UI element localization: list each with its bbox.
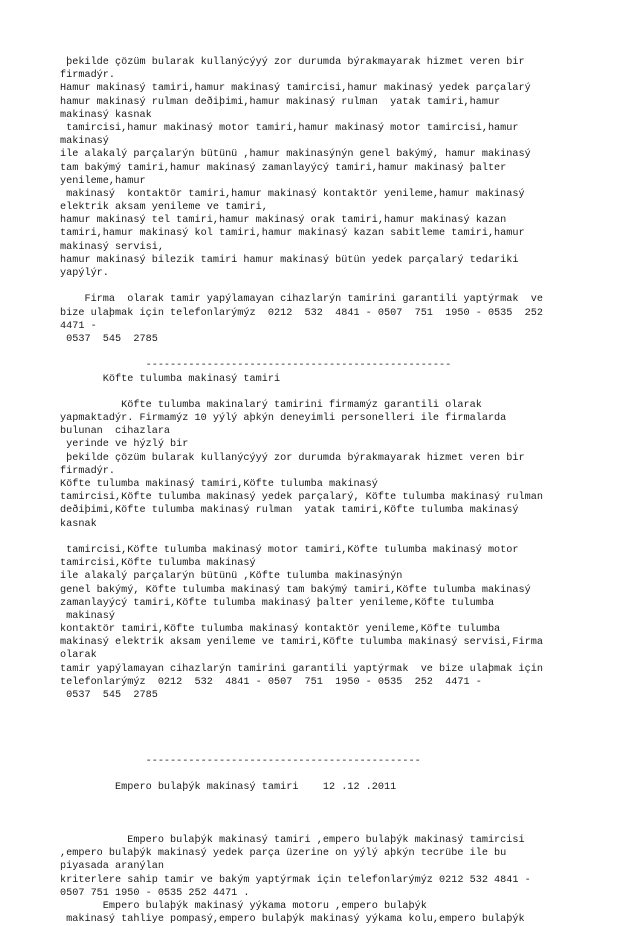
text-line: kriterlere sahip tamir ve bakým yaptýrmak için telefonlarýmýz 0212 532 4841 - xyxy=(60,874,531,886)
blank-line xyxy=(60,531,620,544)
text-line: 0537 545 2785 xyxy=(60,690,158,701)
text-line: yenileme,hamur xyxy=(60,175,146,187)
text-line: Empero bulaþýk makinasý yýkama motoru ,empero bulaþýk xyxy=(60,901,427,912)
text-line: makinasý xyxy=(60,136,109,148)
blank-line xyxy=(60,742,620,755)
text-line: ile alakalý parçalarýn bütünü ,hamur makinasýnýn genel bakýmý, hamur makinasý xyxy=(60,149,531,161)
blank-line xyxy=(60,729,620,742)
text-line: makinasý kontaktör tamiri,hamur makinasý kontaktör yenileme,hamur makinasý xyxy=(60,188,525,200)
text-line: tamir yapýlamayan cihazlarýn tamirini garantili yaptýrmak ve bize ulaþmak için xyxy=(60,663,543,675)
text-line: telefonlarýmýz 0212 532 4841 - 0507 751 1950 - 0535 252 4471 - xyxy=(60,676,482,688)
text-line: tamiri,hamur makinasý kol tamiri,hamur makinasý kazan sabitleme tamiri,hamur xyxy=(60,228,525,240)
text-line: firmadýr. xyxy=(60,465,116,477)
text-line: hamur makinasý tel tamiri,hamur makinasý orak tamiri,hamur makinasý kazan xyxy=(60,215,507,227)
text-line: yapmaktadýr. Firmamýz 10 yýlý aþkýn deneyimli personelleri ile firmalarda xyxy=(60,413,507,425)
text-line: deðiþimi,Köfte tulumba makinasý rulman yatak tamiri,Köfte tulumba makinasý xyxy=(60,505,519,517)
text-line: makinasý tahliye pompasý,empero bulaþýk makinasý yýkama kolu,empero bulaþýk xyxy=(60,914,525,926)
text-line: makinasý elektrik aksam yenileme ve tamiri,Köfte tulumba makinasý servisi,Firma xyxy=(60,637,543,649)
text-line: hamur makinasý bilezik tamiri hamur makinasý bütün yedek parçalarý tedariki xyxy=(60,254,519,266)
blank-line xyxy=(60,821,620,834)
text-line: kasnak xyxy=(60,518,97,530)
text-line: yapýlýr. xyxy=(60,268,109,279)
blank-line xyxy=(60,768,620,781)
text-line: þekilde çözüm bularak kullanýcýyý zor durumda býrakmayarak hizmet veren bir xyxy=(60,57,525,68)
text-line: 4471 - xyxy=(60,320,97,332)
text-line: ,empero bulaþýk makinasý yedek parça üzerine on yýlý aþkýn tecrübe ile bu xyxy=(60,848,507,860)
text-line: --------------------------------------------- xyxy=(60,755,421,767)
text-line: tam bakýmý tamiri,hamur makinasý zamanlayýcý tamiri,hamur makinasý þalter xyxy=(60,162,507,174)
text-line: tamircisi,hamur makinasý motor tamiri,hamur makinasý motor tamircisi,hamur xyxy=(60,122,519,134)
text-line: zamanlayýcý tamiri,Köfte tulumba makinasý þalter yenileme,Köfte tulumba xyxy=(60,597,495,609)
text-line: tamircisi,Köfte tulumba makinasý xyxy=(60,558,256,570)
blank-line xyxy=(60,795,620,808)
text-line: Köfte tulumba makinasý tamiri,Köfte tulumba makinasý xyxy=(60,479,378,490)
text-line: piyasada aranýlan xyxy=(60,861,164,873)
blank-line xyxy=(60,702,620,715)
text-line: bulunan cihazlara xyxy=(60,426,171,438)
blank-line xyxy=(60,386,620,399)
blank-line xyxy=(60,715,620,728)
text-line: makinasý servisi, xyxy=(60,241,164,253)
text-line: hamur makinasý rulman deðiþimi,hamur makinasý rulman yatak tamiri,hamur xyxy=(60,96,501,108)
text-line: -------------------------------------------------- xyxy=(60,360,452,372)
text-line: kontaktör tamiri,Köfte tulumba makinasý kontaktör yenileme,Köfte tulumba xyxy=(60,624,501,636)
text-line: Empero bulaþýk makinasý tamiri 12 .12 .2011 xyxy=(60,782,397,794)
text-line: makinasý xyxy=(60,610,116,622)
text-line: 0507 751 1950 - 0535 252 4471 . xyxy=(60,887,250,899)
text-line: elektrik aksam yenileme ve tamiri, xyxy=(60,202,268,214)
text-line: Hamur makinasý tamiri,hamur makinasý tamircisi,hamur makinasý yedek parçalarý xyxy=(60,83,531,95)
text-line: ile alakalý parçalarýn bütünü ,Köfte tulumba makinasýnýn xyxy=(60,571,403,583)
text-line: Köfte tulumba makinalarý tamirini firmamýz garantili olarak xyxy=(60,399,482,411)
text-line: yerinde ve hýzlý bir xyxy=(60,439,189,451)
blank-line xyxy=(60,808,620,821)
text-line: Köfte tulumba makinasý tamiri xyxy=(60,373,281,385)
text-line: firmadýr. xyxy=(60,70,116,82)
text-line: olarak xyxy=(60,650,97,662)
text-line: bize ulaþmak için telefonlarýmýz 0212 532 4841 - 0507 751 1950 - 0535 252 xyxy=(60,307,543,319)
text-line: þekilde çözüm bularak kullanýcýyý zor durumda býrakmayarak hizmet veren bir xyxy=(60,452,525,464)
text-line: makinasý kasnak xyxy=(60,109,152,121)
text-line: tamircisi,Köfte tulumba makinasý motor tamiri,Köfte tulumba makinasý motor xyxy=(60,544,519,556)
document-body xyxy=(60,56,620,926)
text-line: Firma olarak tamir yapýlamayan cihazlarýn tamirini garantili yaptýrmak ve xyxy=(60,294,543,306)
text-line: 0537 545 2785 xyxy=(60,333,158,345)
blank-line xyxy=(60,346,620,359)
text-line: genel bakýmý, Köfte tulumba makinasý tam bakýmý tamiri,Köfte tulumba makinasý xyxy=(60,584,531,596)
text-line: Empero bulaþýk makinasý tamiri ,empero bulaþýk makinasý tamircisi xyxy=(60,835,525,847)
text-line: tamircisi,Köfte tulumba makinasý yedek parçalarý, Köfte tulumba makinasý rulman xyxy=(60,492,543,504)
blank-line xyxy=(60,280,620,293)
